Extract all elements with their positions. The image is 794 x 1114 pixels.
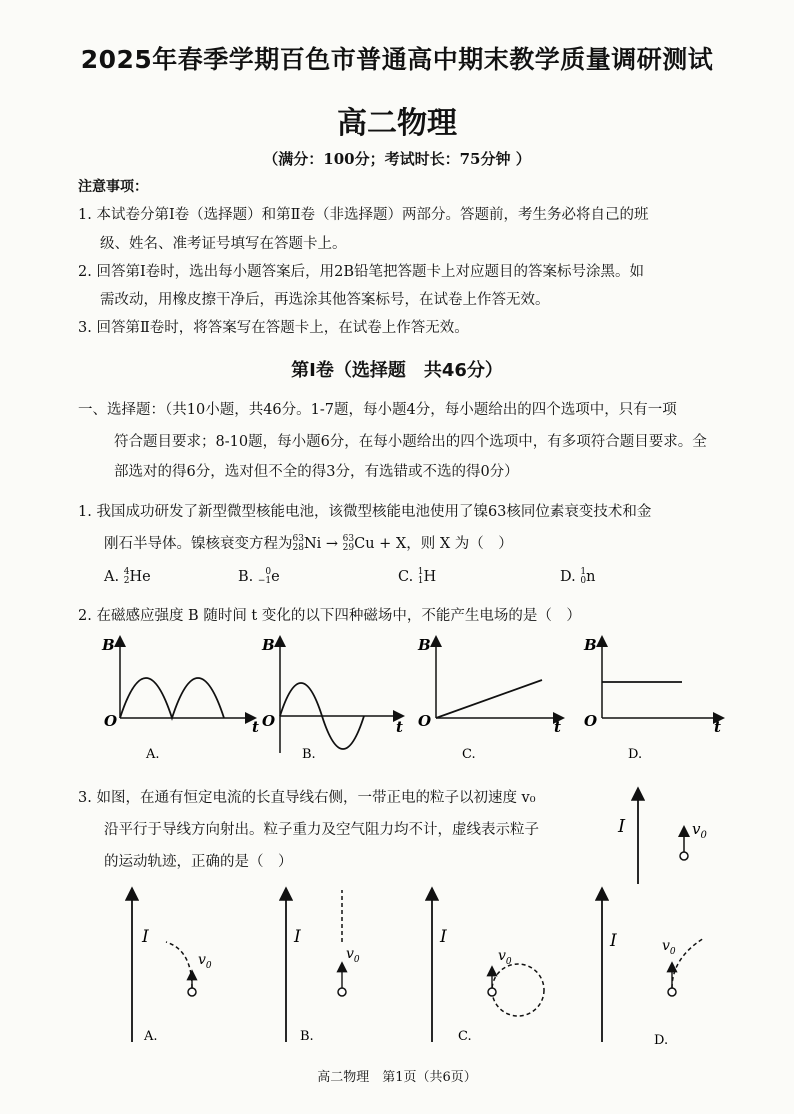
graph-b[interactable] [261,636,403,762]
origin-label: O [262,712,276,730]
current-label: I [618,816,626,837]
velocity-symbol: v [198,952,206,968]
q1-option-a[interactable] [104,568,151,586]
notice-item-3: 3. 回答第Ⅱ卷时，将答案写在答题卡上，在试卷上作答无效。 [78,320,469,336]
origin-label: O [584,712,598,730]
ni-symbol: Ni [303,536,322,552]
velocity-symbol: v [662,938,670,954]
graph-c[interactable] [417,636,562,762]
notice-item-2: 2. 回答第Ⅰ卷时，选出每小题答案后，用2B铅笔把答题卡上对应题目的答案标号涂黑。如 [78,264,645,280]
q3-option-d[interactable] [602,890,704,1048]
nuclide-number: −1 [257,576,272,586]
option-label: D. [654,1033,669,1048]
velocity-symbol: v [692,820,701,838]
velocity-symbol: v [346,946,354,962]
q3-line-2: 沿平行于导线方向射出。粒子重力及空气阻力均不计，虚线表示粒子 [104,822,539,838]
origin-label: O [104,712,118,730]
notice-item-1: 1. 本试卷分第Ⅰ卷（选择题）和第Ⅱ卷（非选择题）两部分。答题前，考生务必将自己的班 [78,207,649,223]
q3-option-a[interactable] [132,890,212,1044]
q2-graphs [96,628,736,768]
velocity-subscript: 0 [205,961,212,971]
q1-line-2 [104,532,513,553]
q1-option-b[interactable] [238,568,280,586]
option-label: C. [458,1029,472,1044]
axis-b-label: B [262,636,275,654]
graph-label: D. [628,747,643,762]
option-label: B. [238,569,254,585]
q3-line-3: 的运动轨迹，正确的是（ ） [104,854,293,870]
q1-option-c[interactable] [398,568,436,586]
velocity-subscript: 0 [669,947,676,957]
velocity-subscript: 0 [505,957,512,967]
velocity-label [346,946,360,965]
notice-title: 注意事项： [78,179,148,195]
ni-nuclide-numbers [293,535,304,553]
q3-option-c[interactable] [432,890,544,1044]
axis-t-label: t [554,718,561,736]
graph-d[interactable] [583,636,722,762]
q1-line-2-text: 刚石半导体。镍核衰变方程为 [104,536,293,552]
graph-label: A. [146,747,160,762]
section-intro-3: 部选对的得6分，选对但不全的得3分，有选错或不选的得0分） [114,464,519,480]
q1-option-d[interactable] [560,568,595,586]
velocity-label [662,938,676,957]
cu-number: 29 [342,543,355,553]
nuclide-number: 0 [580,576,587,586]
option-label: B. [300,1029,314,1044]
nuclide-symbol: e [271,569,280,585]
nuclide-symbol: n [586,569,596,585]
option-label: D. [560,569,576,585]
graph-a[interactable] [101,636,259,762]
nuclide-numbers [258,568,271,586]
section-intro-1: 一、选择题：（共10小题，共46分。1-7题，每小题4分，每小题给出的四个选项中，只有一项 [78,402,677,418]
nuclide-number: 1 [417,576,424,586]
q1-line-1: 1. 我国成功研发了新型微型核能电池，该微型核能电池使用了镍63核同位素衰变技术和金 [78,504,652,520]
nuclide-number: 2 [123,576,130,586]
axis-b-label: B [418,636,431,654]
graph-label: B. [302,747,316,762]
section-intro-2: 符合题目要求；8-10题，每小题6分，在每小题给出的四个选项中，有多项符合题目要求。全 [114,434,707,450]
cu-mass: 63 [342,534,355,544]
nuclide-mass: 1 [417,567,424,577]
velocity-label [692,820,707,841]
velocity-symbol: v [498,948,506,964]
current-label: I [610,931,617,951]
q1-line-2-tail: + X，则 X 为（ ） [374,536,513,552]
current-label: I [294,927,301,947]
nuclide-symbol: He [129,569,151,585]
reaction-arrow: → [321,536,343,552]
graph-label: C. [462,747,476,762]
notice-item-2-cont: 需改动，用橡皮擦干净后，再选涂其他答案标号，在试卷上作答无效。 [100,292,550,308]
nuclide-mass: 4 [123,567,130,577]
nuclide-symbol: H [423,569,437,585]
option-label: A. [104,569,120,585]
velocity-subscript: 0 [700,830,707,841]
nuclide-mass: 0 [265,567,272,577]
velocity-label [198,952,212,971]
cu-nuclide-numbers [343,535,354,553]
exam-meta: （满分：100分；考试时长：75分钟 ） [263,150,531,168]
exam-title: 2025年春季学期百色市普通高中期末教学质量调研测试 [80,45,714,74]
subject-title: 高二物理 [337,106,457,141]
axis-t-label: t [396,718,403,736]
current-label: I [142,927,149,947]
option-label: C. [398,569,414,585]
notice-item-1-cont: 级、姓名、准考证号填写在答题卡上。 [100,236,347,252]
ni-number: 28 [292,543,304,553]
q3-line-1: 3. 如图，在通有恒定电流的长直导线右侧，一带正电的粒子以初速度 v₀ [78,790,536,806]
origin-label: O [418,712,432,730]
velocity-label [498,948,512,967]
axis-t-label: t [252,718,259,736]
q3-option-figures [96,880,736,1060]
q3-option-b[interactable] [286,890,360,1044]
q2-stem: 2. 在磁感应强度 B 随时间 t 变化的以下四种磁场中，不能产生电场的是（ ） [78,608,581,624]
velocity-subscript: 0 [353,955,360,965]
option-label: A. [144,1029,158,1044]
q3-reference-figure [620,780,720,890]
nuclide-mass: 1 [580,567,587,577]
page-footer: 高二物理 第1页（共6页） [317,1070,477,1085]
axis-t-label: t [714,718,721,736]
axis-b-label: B [102,636,115,654]
section-title: 第Ⅰ卷（选择题 共46分） [291,360,503,381]
cu-symbol: Cu [354,536,375,552]
axis-b-label: B [584,636,597,654]
current-label: I [440,927,447,947]
ni-mass: 63 [292,534,304,544]
